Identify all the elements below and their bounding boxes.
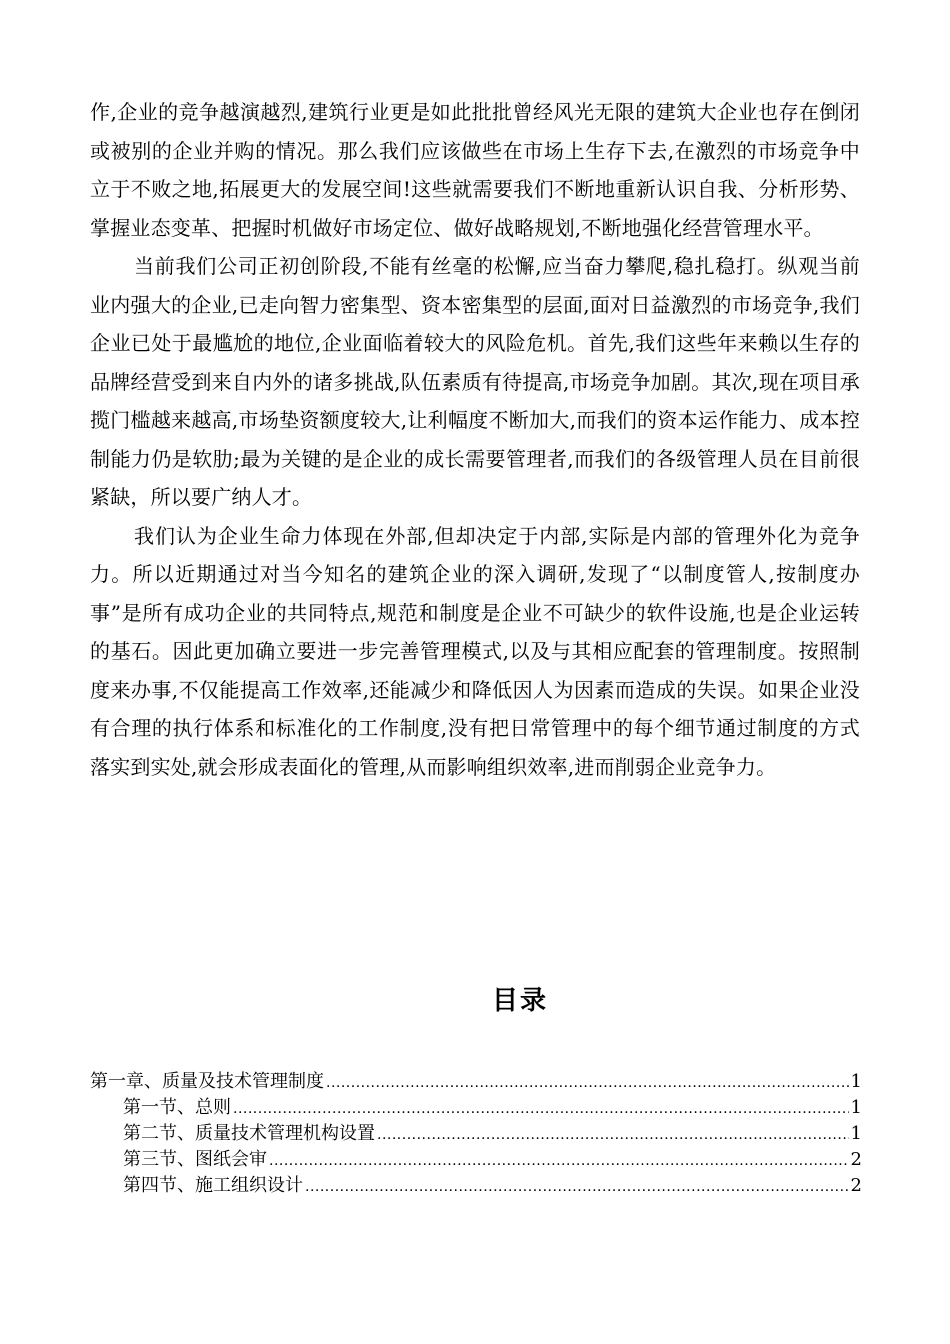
- toc-entry-chapter-1[interactable]: [90, 1067, 862, 1093]
- toc-page-number: 1: [850, 1097, 862, 1118]
- toc-page-number: 2: [850, 1149, 862, 1170]
- toc-entry-label: 第四节、施工组织设计: [123, 1175, 303, 1196]
- toc-leader-dots: [305, 1179, 849, 1195]
- table-of-contents: [90, 1067, 862, 1197]
- toc-leader-dots: [233, 1101, 849, 1117]
- toc-entry-section-3[interactable]: [90, 1145, 862, 1171]
- toc-page-number: 1: [850, 1123, 862, 1144]
- toc-entry-section-2[interactable]: [90, 1119, 862, 1145]
- toc-entry-section-4[interactable]: [90, 1171, 862, 1197]
- toc-page-number: 2: [850, 1175, 862, 1196]
- toc-entry-label: 第三节、图纸会审: [123, 1149, 267, 1170]
- toc-title: 目录: [491, 986, 548, 1016]
- toc-entry-label: 第二节、质量技术管理机构设置: [123, 1123, 375, 1144]
- toc-leader-dots: [326, 1075, 849, 1091]
- toc-leader-dots: [377, 1127, 849, 1143]
- toc-entry-section-1[interactable]: [90, 1093, 862, 1119]
- toc-leader-dots: [269, 1153, 849, 1169]
- paragraph-3: 我们认为企业生命力体现在外部,但却决定于内部,实际是内部的管理外化为竞争力。所以近期通过对当今知名的建筑企业的深入调研,发现了“以制度管人,按制度办事”是所有成功企业的共同特点,规范和制度是企业不可缺少的软件设施,也是企业运转的基石。因此更加确立要进一步完善管理模式,以及与其相应配套的管理制度。按照制度来办事,不仅能提高工作效率,还能减少和降低因人为因素而造成的失误。如果企业没有合理的执行体系和标准化的工作制度,没有把日常管理中的每个细节通过制度的方式落实到实处,就会形成表面化的管理,从而影响组织效率,进而削弱企业竞争力。: [90, 523, 860, 779]
- toc-entry-label: 第一章、质量及技术管理制度: [90, 1071, 324, 1092]
- toc-page-number: 1: [850, 1071, 862, 1092]
- toc-entry-label: 第一节、总则: [123, 1097, 231, 1118]
- paragraph-1: 作,企业的竞争越演越烈,建筑行业更是如此批批曾经风光无限的建筑大企业也存在倒闭或被别的企业并购的情况。那么我们应该做些在市场上生存下去,在激烈的市场竞争中立于不败之地,拓展更大的发展空间!这些就需要我们不断地重新认识自我、分析形势、掌握业态变革、把握时机做好市场定位、做好战略规划,不断地强化经营管理水平。: [90, 100, 860, 240]
- paragraph-2: 当前我们公司正初创阶段,不能有丝毫的松懈,应当奋力攀爬,稳扎稳打。纵观当前业内强大的企业,已走向智力密集型、资本密集型的层面,面对日益激烈的市场竞争,我们企业已处于最尴尬的地位,企业面临着较大的风险危机。首先,我们这些年来赖以生存的品牌经营受到来自内外的诸多挑战,队伍素质有待提高,市场竞争加剧。其次,现在项目承揽门槛越来越高,市场垫资额度较大,让利幅度不断加大,而我们的资本运作能力、成本控制能力仍是软肋;最为关键的是企业的成长需要管理者,而我们的各级管理人员在目前很紧缺，所以要广纳人才。: [90, 254, 860, 509]
- body-text: [90, 93, 860, 786]
